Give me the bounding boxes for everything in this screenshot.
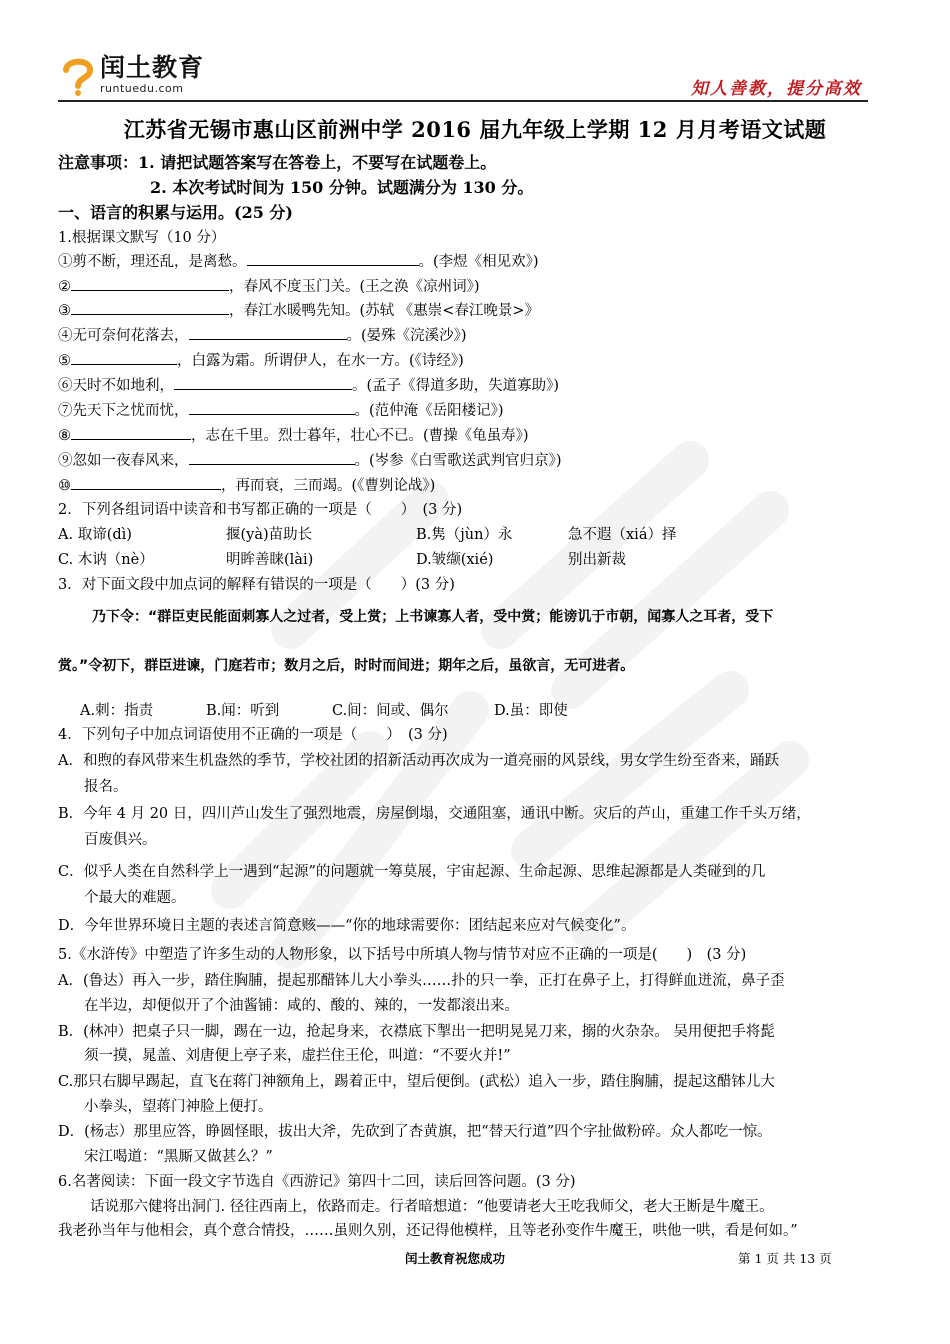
q5-option-c-line-2: 小拳头，望蒋门神脸上便打。: [84, 1099, 273, 1115]
q2-option-b-1: B.隽（jùn）永: [416, 527, 513, 543]
notice-line-2: 2. 本次考试时间为 150 分钟。试题满分为 130 分。: [150, 178, 534, 197]
q5-option-b-line-2: 须一摸，晁盖、刘唐便上亭子来，虚拦住王伦，叫道：“不要火并!”: [84, 1048, 511, 1064]
brand-name: 闰土教育: [100, 53, 205, 82]
q1-item-5-blank: [71, 350, 177, 365]
q1-item-1-pre: ①剪不断，理还乱，是离愁。: [58, 254, 247, 270]
q4-option-a-line-1: A．和煦的春风带来生机盎然的季节，学校社团的招新活动再次成为一道亮丽的风景线，男女学生纷至沓来，踊跃: [58, 753, 779, 769]
q3-option-a: A.刺：指责: [80, 703, 154, 719]
section-1-heading: 一、语言的积累与运用。(25 分): [58, 203, 293, 222]
q4-option-a-line-2: 报名。: [84, 779, 128, 795]
q6-passage-line-2: 我老孙当年与他相会，真个意合情投，……虽则久别，还记得他模样，且等老孙变作牛魔王，哄他一哄，看是何如。”: [58, 1223, 798, 1239]
q5-option-a-line-2: 在半边，却便似开了个油酱铺：咸的、酸的、辣的，一发都滚出来。: [84, 998, 519, 1014]
q1-item-1: [58, 251, 539, 273]
q1-item-10: [58, 475, 435, 497]
q3-passage-line-2: 赏。”令初下，群臣进谏，门庭若市；数月之后，时时而间进；期年之后，虽欲言，无可进者。: [58, 658, 635, 674]
q1-item-9: [58, 450, 562, 472]
q4-stem: 4．下列句子中加点词语使用不正确的一项是（ ） (3 分): [58, 727, 448, 743]
brand-slogan: 知人善教，提分高效: [691, 79, 862, 99]
q4-option-b-line-1: B．今年 4 月 20 日，四川芦山发生了强烈地震，房屋倒塌，交通阻塞，通讯中断。灾后的芦山，重建工作千头万绪，: [58, 806, 811, 822]
q1-item-9-pre: ⑨忽如一夜春风来，: [58, 453, 189, 469]
q1-item-9-post: 。(岑参《白雪歌送武判官归京》): [354, 453, 562, 469]
q2-row-2: [58, 549, 626, 571]
q4-option-c-line-1: C．似乎人类在自然科学上一遇到“起源”的问题就一筹莫展，宇宙起源、生命起源、思维起源都是人类碰到的几: [58, 864, 766, 880]
notice-line-1: 注意事项：1. 请把试题答案写在答卷上，不要写在试题卷上。: [58, 153, 497, 172]
q2-option-a-2: 揠(yà)苗助长: [226, 527, 313, 543]
q1-item-8-pre: ⑧: [58, 428, 71, 444]
q2-row-1: [58, 524, 676, 546]
q1-item-7-blank: [189, 400, 355, 415]
q2-stem: 2．下列各组词语中读音和书写都正确的一项是（ ） (3 分): [58, 502, 463, 518]
q4-option-d: D．今年世界环境日主题的表述言简意赅——“你的地球需要你：团结起来应对气候变化”。: [58, 918, 636, 934]
footer-motto: 闰土教育祝您成功: [405, 1251, 506, 1266]
q6-stem: 6.名著阅读：下面一段文字节选自《西游记》第四十二回，读后回答问题。(3 分): [58, 1174, 576, 1190]
q1-item-5-post: ，白露为霜。所谓伊人，在水一方。(《诗经》): [177, 353, 464, 369]
q3-option-c: C.间：间或、偶尔: [332, 703, 449, 719]
q1-item-3-pre: ③: [58, 303, 71, 319]
q2-option-d-2: 别出新裁: [568, 552, 626, 568]
q1-item-10-blank: [71, 475, 221, 490]
q5-stem: 5.《水浒传》中塑造了许多生动的人物形象，以下括号中所填人物与情节对应不正确的一项是( ) (3 分): [58, 947, 747, 963]
q1-item-4-blank: [189, 325, 347, 340]
q3-options: [80, 700, 568, 722]
q3-passage-line-1: 乃下令：“群臣吏民能面刺寡人之过者，受上赏；上书谏寡人者，受中赏；能谤讥于市朝，闻寡人之耳者，受下: [92, 609, 774, 625]
q3-option-b: B.闻：听到: [206, 703, 280, 719]
q5-option-b-line-1: B．(林冲）把桌子只一脚，踢在一边，抢起身来，衣襟底下掣出一把明晃晃刀来，搦的火杂杂。 吴用便把手将髭: [58, 1024, 775, 1040]
q1-item-6-post: 。(孟子《得道多助，失道寡助》): [352, 378, 560, 394]
q1-item-2-post: ，春风不度玉门关。(王之涣《凉州词》): [229, 279, 480, 295]
q2-option-d-1: D.皱缬(xié): [416, 552, 494, 568]
q5-option-d-line-1: D．(杨志）那里应答，睁圆怪眼，拔出大斧，先砍到了杏黄旗，把“替天行道”四个字扯做粉碎。众人都吃一惊。: [58, 1124, 772, 1140]
q1-item-5-pre: ⑤: [58, 353, 71, 369]
q1-item-7: [58, 400, 504, 422]
q1-item-1-post: 。(李煜《相见欢》): [418, 254, 539, 270]
q3-option-d: D.虽：即使: [494, 703, 568, 719]
q1-item-7-post: 。(范仲淹《岳阳楼记》): [354, 403, 504, 419]
q4-option-b-line-2: 百废俱兴。: [84, 832, 157, 848]
q1-item-4-pre: ④无可奈何花落去，: [58, 328, 189, 344]
q6-passage-line-1: 话说那六健将出洞门. 径往西南上，依路而走。行者暗想道：“他要请老大王吃我师父，老大王断是牛魔王。: [90, 1199, 774, 1215]
brand-url: runtuedu.com: [100, 82, 184, 95]
q1-item-2-pre: ②: [58, 279, 71, 295]
q1-item-6: [58, 375, 559, 397]
q5-option-a-line-1: A．(鲁达）再入一步，踏住胸脯，提起那醋钵儿大小拳头……扑的只一拳，正打在鼻子上，打得鲜血迸流，鼻子歪: [58, 973, 785, 989]
q1-item-3-post: ，春江水暖鸭先知。(苏轼 《惠崇<春江晚景>》: [229, 303, 540, 319]
page-title: 江苏省无锡市惠山区前洲中学 2016 届九年级上学期 12 月月考语文试题: [123, 117, 827, 142]
page-header: [58, 44, 868, 102]
q5-option-c-line-1: C.那只右脚早踢起，直飞在蒋门神额角上，踢着正中，望后便倒。(武松）追入一步，踏住胸脯，提起这醋钵儿大: [58, 1074, 775, 1090]
q1-item-10-pre: ⑩: [58, 478, 71, 494]
q1-item-3: [58, 300, 539, 322]
q1-item-5: [58, 350, 464, 372]
q1-item-8-post: ，志在千里。烈士暮年，壮心不已。(曹操《龟虽寿》): [191, 428, 529, 444]
q1-item-2: [58, 276, 480, 298]
q1-stem: 1.根据课文默写（10 分）: [58, 230, 226, 246]
q1-item-4: [58, 325, 467, 347]
q1-item-4-post: 。(晏殊《浣溪沙》): [346, 328, 467, 344]
q1-item-7-pre: ⑦先天下之忧而忧，: [58, 403, 189, 419]
q2-option-b-2: 急不遐（xiá）择: [568, 527, 677, 543]
q2-option-c-1: C. 木讷（nè）: [58, 552, 154, 568]
page-number: 第 1 页 共 13 页: [738, 1251, 832, 1266]
q1-item-9-blank: [189, 450, 355, 465]
q3-stem: 3．对下面文段中加点词的解释有错误的一项是（ ）(3 分): [58, 577, 455, 593]
q1-item-10-post: ，再而衰，三而竭。(《曹刿论战》): [221, 478, 436, 494]
q2-option-a-1: A. 取谛(dì): [58, 527, 132, 543]
q2-option-c-2: 明眸善睐(lài): [226, 552, 314, 568]
header-divider: [58, 100, 868, 102]
q1-item-2-blank: [71, 276, 229, 291]
q1-item-6-pre: ⑥天时不如地利，: [58, 378, 174, 394]
q4-option-c-line-2: 个最大的难题。: [84, 890, 186, 906]
q1-item-3-blank: [71, 300, 229, 315]
brand-logo-icon: [60, 56, 96, 96]
q1-item-8: [58, 425, 529, 447]
q1-item-8-blank: [71, 425, 191, 440]
q5-option-d-line-2: 宋江喝道：“黑厮又做甚么？”: [84, 1149, 273, 1165]
q1-item-1-blank: [247, 251, 419, 266]
q1-item-6-blank: [174, 375, 352, 390]
